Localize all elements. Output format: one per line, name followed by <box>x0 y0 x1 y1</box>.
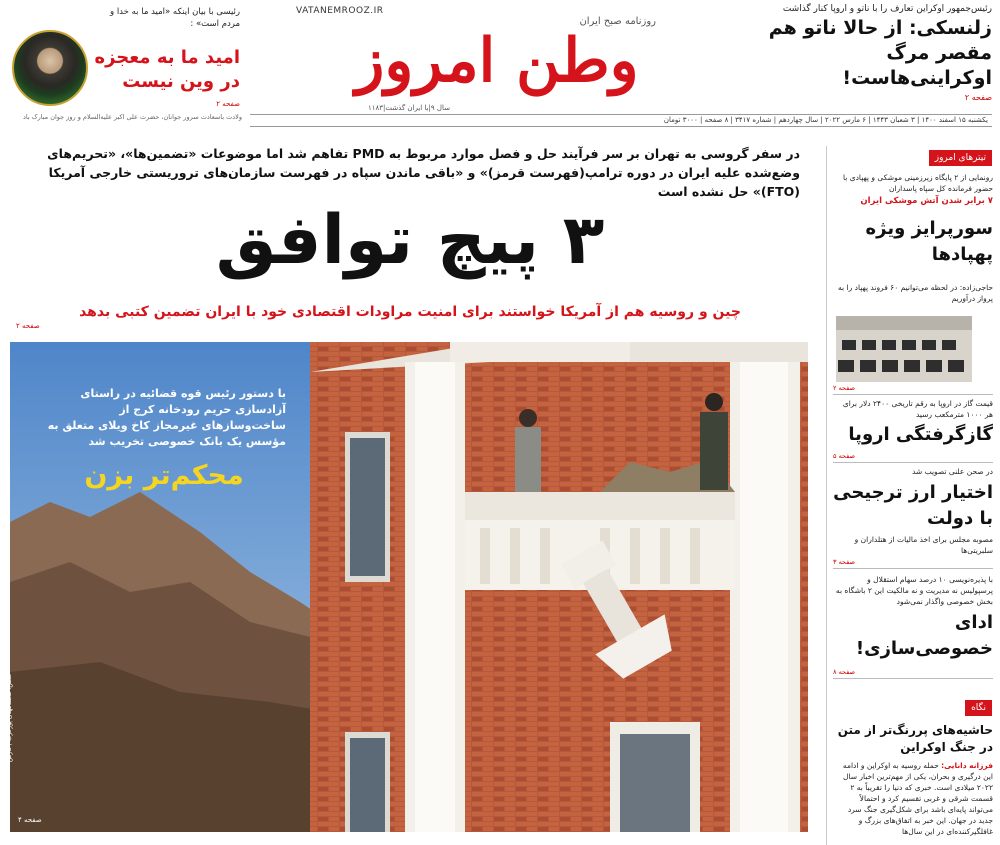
section-tag-view[interactable]: نگاه <box>965 700 992 716</box>
lead-intro: در سفر گروسی به تهران بر سر فرآیند حل و فصل موارد مربوط به PMD تفاهم شد اما موضوعات «تضمین‌ها»، «تحریم‌های وضع‌شده علیه ایران در دوره ترامپ(فهرست قرمز)» و «باقی ماندن سپاه در فهرست سازمان‌های تروریستی خارجی آمریکا (FTO)» حل نشده است <box>47 146 800 199</box>
logo-tagline: روزنامه صبح ایران <box>579 16 656 27</box>
item1-kicker: رونمایی از ۲ پایگاه زیرزمینی موشکی و پهپادی با حضور فرمانده کل سپاه پاسداران <box>842 173 993 193</box>
item5-author: فرزانه دانایی: <box>941 761 993 770</box>
item3-kicker: در صحن علنی تصویب شد <box>911 467 993 476</box>
hall-photo-illustration <box>836 316 972 382</box>
item5-body <box>833 760 993 844</box>
item4-headline[interactable]: ادای خصوصی‌سازی! <box>855 612 993 659</box>
photo-page-ref: صفحه ۴ <box>18 816 42 824</box>
item5-text: حمله روسیه به اوکراین و ادامه این درگیری و بحران، یکی از مهم‌ترین اخبار سال ۲۰۲۲ میلادی است. خبری که دنیا را تقریباً به ۲ قسمت شرقی و غربی تقسیم کرد و احتمالاً می‌تواند پایه‌ای باشد برای شکل‌گیری جنگ سرد جدید در جهان. این خبر به اتفاق‌های بزرگ و غافلگیرکننده‌ای در این سال‌ها <box>842 761 993 836</box>
top-right-headline: زلنسکی: از حالا ناتو هم مقصر مرگ اوکراینی‌هاست! <box>768 17 992 89</box>
item3-page-ref: صفحه ۳ <box>833 558 856 566</box>
item1-headline[interactable]: سورپرایز ویژه پهپادها <box>865 218 993 265</box>
item4-kicker: با پذیره‌نویسی ۱۰ درصد سهام استقلال و پرسپولیس نه مدیریت و نه مالکیت این ۲ باشگاه به بخش خصوصی واگذار نمی‌شود <box>835 575 993 606</box>
photo-caption: با دستور رئیس قوه قضائیه در راستای آزادسازی حریم رودخانه کرج از ساخت‌وسازهای غیرمجاز کاخ ویلای متعلق به مؤسس یک بانک خصوصی تخریب شد <box>47 387 286 448</box>
sidebar-column <box>826 146 992 845</box>
newspaper-logo[interactable] <box>248 2 744 110</box>
divider <box>833 462 993 463</box>
issue-note: ۱۱۸۳|سال ۹|با ایران گذشت <box>368 104 450 112</box>
photo-credit: عکس: محمدمهدی پورعرب / فارس <box>6 673 13 762</box>
item1-red-line: ۷ برابر شدن آتش موشکی ایران <box>860 196 993 206</box>
logo-wordmark: وطن امروز <box>355 26 639 96</box>
top-right-kicker: رئیس‌جمهور اوکراین تعارف را با ناتو و اروپا کنار گذاشت <box>782 4 992 14</box>
item2-headline[interactable]: گازگرفتگی اروپا <box>848 424 993 445</box>
divider <box>833 568 993 569</box>
item1-page-ref: صفحه ۲ <box>833 384 856 392</box>
main-photo[interactable] <box>6 342 808 832</box>
top-left-kicker: رئیسی با بیان اینکه «امید ما به خدا و مردم است» : <box>110 7 240 29</box>
item2-page-ref: صفحه ۵ <box>833 452 856 460</box>
lead-headline: ۳ پیچ توافق <box>215 201 605 280</box>
item1-note: حاجی‌زاده: در لحظه می‌توانیم ۶۰ فروند پهپاد را به پرواز درآوریم <box>838 283 993 303</box>
masthead-credit-line: ولادت باسعادت سرور جوانان، حضرت علی اکبر علیه‌السلام و روز جوان مبارک باد <box>23 113 242 121</box>
top-left-page-ref: صفحه ۲ <box>216 100 240 108</box>
top-right-page-ref: صفحه ۲ <box>964 93 992 102</box>
section-tag-headlines[interactable]: تیترهای امروز <box>929 150 992 166</box>
top-left-headline: امید ما به معجزه در وین نیست <box>94 47 240 92</box>
lead-story[interactable] <box>10 140 810 336</box>
lead-page-ref: صفحه ۲ <box>16 322 40 330</box>
divider <box>833 394 993 395</box>
item4-page-ref: صفحه ۸ <box>833 668 856 676</box>
site-url: VATANEMROOZ.IR <box>296 6 384 16</box>
item5-headline[interactable]: حاشیه‌های پررنگ‌تر از متن در جنگ اوکراین <box>837 723 993 754</box>
photo-headline: محکم‌تر بزن <box>84 460 244 491</box>
lead-subhead: چین و روسیه هم از آمریکا خواستند برای امنیت مراودات اقتصادی خود با ایران تضمین کتبی بدهد <box>79 304 741 320</box>
item3-note: مصوبه مجلس برای اخذ مالیات از هتلداران و سلبریتی‌ها <box>854 535 993 555</box>
item2-kicker: قیمت گاز در اروپا به رقم تاریخی ۲۴۰۰ دلار برای هر ۱۰۰۰ مترمکعب رسید <box>842 399 993 419</box>
divider <box>833 678 993 679</box>
portrait-photo <box>12 30 88 106</box>
item3-headline[interactable]: اختیار ارز ترجیحی با دولت <box>833 482 993 529</box>
dateline: یکشنبه ۱۵ اسفند ۱۴۰۰ | ۳ شعبان ۱۴۴۳ | ۶ مارس ۲۰۲۲ | سال چهاردهم | شماره ۳۴۱۷ | ۸ صفحه | ۳۰۰۰ تومان <box>250 114 992 127</box>
top-right-story[interactable] <box>754 4 992 102</box>
masthead <box>0 0 1000 124</box>
top-left-story[interactable] <box>10 6 240 110</box>
